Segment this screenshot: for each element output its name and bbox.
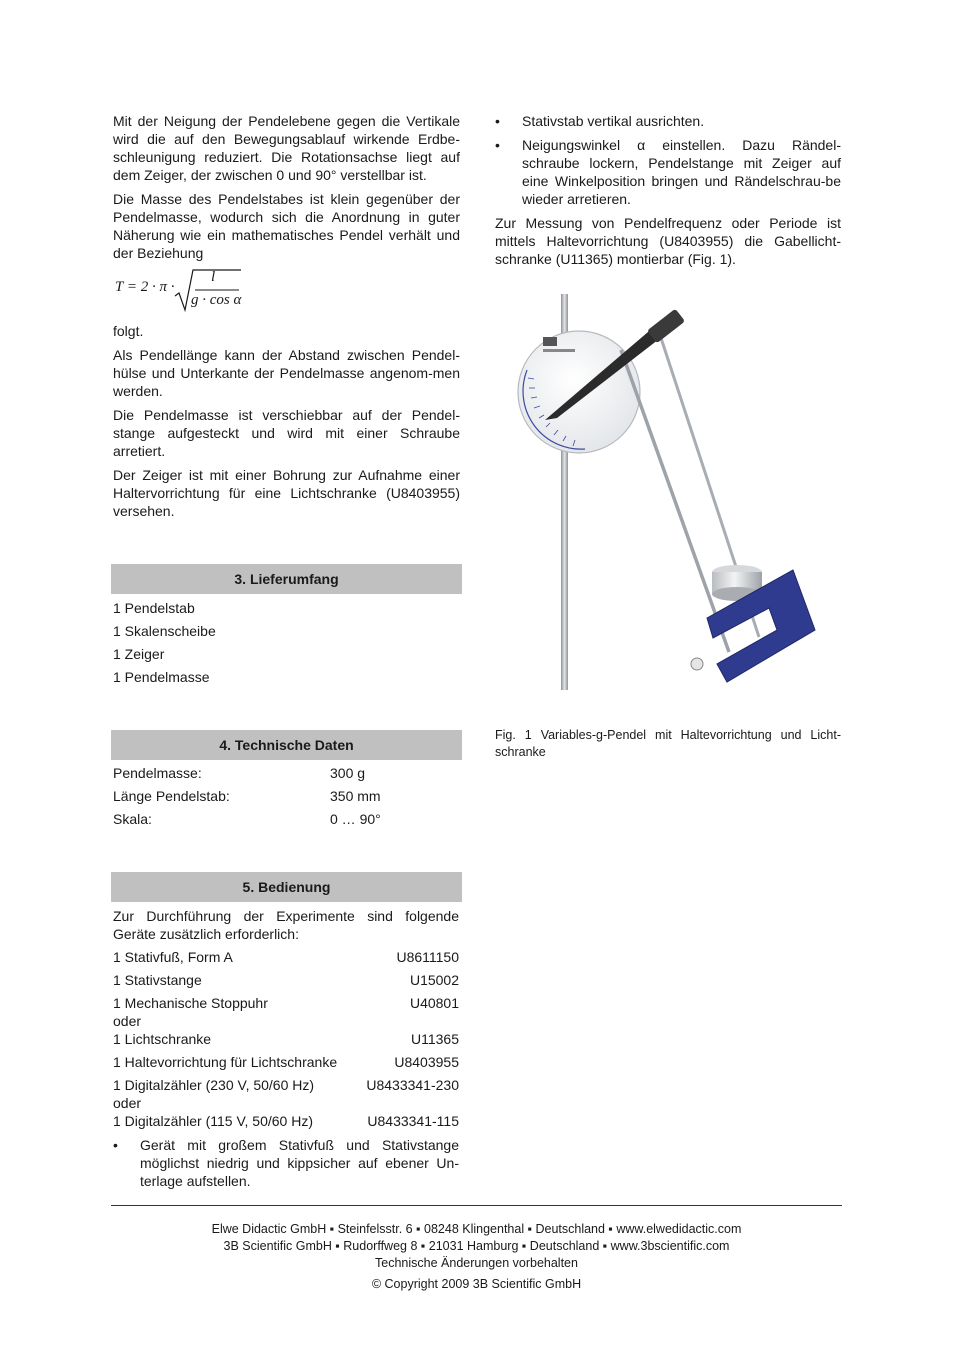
- tech-data-row: [113, 810, 460, 828]
- equipment-row: [113, 1030, 459, 1048]
- section-heading-bedienung: 5. Bedienung: [111, 872, 462, 902]
- equipment-label: oder: [113, 1013, 142, 1029]
- footer-divider: [111, 1205, 842, 1206]
- tech-data-row: [113, 787, 460, 805]
- equipment-label: 1 Stativfuß, Form A: [113, 949, 233, 965]
- formula-denominator: g · cos α: [191, 292, 242, 308]
- tech-value: 0 … 90°: [330, 811, 381, 827]
- paragraph-follows: folgt.: [113, 323, 144, 339]
- formula-numerator: l: [211, 269, 216, 285]
- equipment-row: [113, 1112, 459, 1130]
- bullet-dot: •: [495, 137, 500, 153]
- list-item: 1 Skalenscheibe: [113, 623, 216, 639]
- paragraph-measurement: Zur Messung von Pendelfrequenz oder Periode ist mittels Haltevorrichtung (U8403955) die Gabellicht-schranke (U11365) montierbar (Fig. 1).: [495, 215, 841, 267]
- paragraph-length: Als Pendellänge kann der Abstand zwischen Pendel-hülse und Unterkante der Pendelmasse angenom-men werden.: [113, 347, 460, 399]
- footer-3b: 3B Scientific GmbH ▪ Rudorffweg 8 ▪ 21031 Hamburg ▪ Deutschland ▪ www.3bscientific.com: [223, 1239, 730, 1253]
- tech-value: 350 mm: [330, 788, 381, 804]
- bullet-text: Stativstab vertikal ausrichten.: [522, 113, 705, 129]
- equipment-row: [113, 1053, 459, 1071]
- equipment-row: [113, 1076, 459, 1094]
- brand-logo: [543, 337, 557, 346]
- brand-label: [543, 349, 575, 352]
- list-item: 1 Zeiger: [113, 646, 165, 662]
- section-heading-technische-daten: 4. Technische Daten: [111, 730, 462, 760]
- equipment-label: oder: [113, 1095, 142, 1111]
- list-item: 1 Pendelmasse: [113, 669, 210, 685]
- equipment-code: U40801: [409, 995, 459, 1011]
- equipment-code: U8433341-115: [367, 1113, 459, 1129]
- equipment-row: [113, 948, 459, 966]
- pendulum-rod: [621, 350, 729, 652]
- equipment-label: 1 Digitalzähler (230 V, 50/60 Hz): [113, 1077, 315, 1093]
- equipment-label: 1 Stativstange: [113, 972, 202, 988]
- equipment-label: 1 Digitalzähler (115 V, 50/60 Hz): [113, 1113, 313, 1129]
- list-item: 1 Pendelstab: [113, 600, 195, 616]
- paragraph-mass: Die Masse des Pendelstabes ist klein gegenüber der Pendelmasse, wodurch sich die Anordnung in guter Näherung wie ein mathematisches Pendel verhält und der Beziehung: [113, 191, 460, 261]
- equipment-row: [113, 1094, 459, 1112]
- equipment-code: U8403955: [394, 1054, 459, 1070]
- equipment-row: [113, 1012, 459, 1030]
- tech-value: 300 g: [330, 765, 366, 781]
- equipment-label: 1 Lichtschranke: [113, 1031, 212, 1047]
- footer-changes: Technische Änderungen vorbehalten: [375, 1256, 578, 1270]
- section-heading-lieferumfang: 3. Lieferumfang: [111, 564, 462, 594]
- thumb-screw: [691, 658, 703, 670]
- equipment-row: [113, 994, 459, 1012]
- right-column-text: [495, 112, 841, 274]
- equipment-code: U11365: [410, 1031, 459, 1047]
- left-column-intro: [113, 112, 460, 526]
- bullet-dot: •: [495, 113, 500, 129]
- equipment-row: [113, 971, 459, 989]
- tech-label: Länge Pendelstab:: [113, 788, 230, 804]
- bullet-item: [495, 112, 841, 130]
- equipment-label: 1 Haltevorrichtung für Lichtschranke: [113, 1054, 338, 1070]
- formula-lhs: T = 2 · π ·: [115, 279, 175, 295]
- equipment-code: U8433341-230: [366, 1077, 459, 1093]
- period-formula: [115, 268, 460, 318]
- paragraph-inclination: Mit der Neigung der Pendelebene gegen die Vertikale wird die auf den Bewegungsablauf wirkende Erdbe-schleunigung reduziert. Die Rotationsachse liegt auf dem Zeiger, der zwischen 0 und 90° verstellbar ist.: [113, 113, 460, 183]
- equipment-label: 1 Mechanische Stoppuhr: [113, 995, 268, 1011]
- footer-elwe: Elwe Didactic GmbH ▪ Steinfelsstr. 6 ▪ 08248 Klingenthal ▪ Deutschland ▪ www.elwedidactic.com: [211, 1222, 742, 1236]
- bedienung-intro: Zur Durchführung der Experimente sind folgende Geräte zusätzlich erforderlich:: [113, 908, 459, 942]
- bullet-text: Neigungswinkel α einstellen. Dazu Rändel-schraube lockern, Pendelstange mit Zeiger auf eine Winkelposition bringen und Rändelschrau-be wieder arretieren.: [522, 137, 841, 207]
- bullet-dot: •: [113, 1137, 118, 1153]
- bullet-item: [495, 136, 841, 208]
- footer-copyright: © Copyright 2009 3B Scientific GmbH: [371, 1277, 582, 1291]
- pendulum-figure: [515, 292, 825, 692]
- tech-data-row: [113, 764, 460, 782]
- figure-caption: Fig. 1 Variables-g-Pendel mit Haltevorrichtung und Licht-schranke: [495, 728, 841, 759]
- bedienung-bullet: [113, 1136, 459, 1196]
- equipment-code: U15002: [409, 972, 459, 988]
- tech-label: Skala:: [113, 811, 152, 827]
- bullet-text: Gerät mit großem Stativfuß und Stativstange möglichst niedrig und kippsicher auf ebener Un-terlage aufstellen.: [140, 1137, 459, 1189]
- equipment-code: U8611150: [396, 949, 459, 965]
- tech-label: Pendelmasse:: [113, 765, 202, 781]
- paragraph-slidable: Die Pendelmasse ist verschiebbar auf der Pendel-stange aufgesteckt und wird mit einer Schraube arretiert.: [113, 407, 460, 459]
- paragraph-pointer: Der Zeiger ist mit einer Bohrung zur Aufnahme einer Haltervorrichtung für eine Lichtschranke (U8403955) versehen.: [113, 467, 460, 519]
